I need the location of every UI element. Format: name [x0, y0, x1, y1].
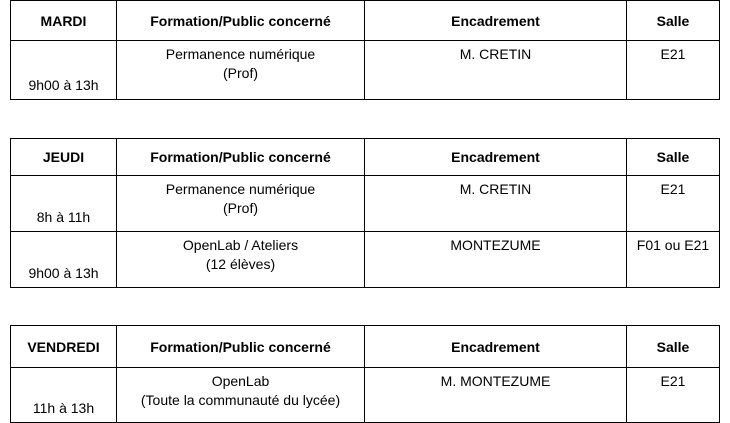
salle-cell: E21 [627, 41, 720, 100]
salle-header: Salle [627, 139, 720, 176]
formation-line: OpenLab / Ateliers [182, 237, 299, 253]
formation-public: (Toute la communauté du lycée) [140, 392, 341, 408]
formation-header: Formation/Public concerné [117, 1, 365, 41]
table-row [11, 368, 720, 423]
formation-cell [117, 176, 365, 232]
table-row [11, 41, 720, 100]
schedule-table-mardi [10, 0, 720, 100]
schedule-table-vendredi [10, 325, 720, 423]
salle-header: Salle [627, 326, 720, 368]
formation-header: Formation/Public concerné [117, 326, 365, 368]
salle-cell: E21 [627, 176, 720, 232]
encadrement-header: Encadrement [365, 1, 627, 41]
table-header-row [11, 1, 720, 41]
formation-public: (Prof) [223, 200, 258, 216]
day-header: JEUDI [11, 139, 117, 176]
time-cell: 9h00 à 13h [11, 41, 117, 100]
formation-line: Permanence numérique [165, 181, 316, 197]
encadrement-cell: M. CRETIN [365, 41, 627, 100]
salle-cell: F01 ou E21 [627, 232, 720, 288]
day-header: MARDI [11, 1, 117, 41]
table-header-row [11, 326, 720, 368]
encadrement-header: Encadrement [365, 326, 627, 368]
schedule-table-jeudi [10, 138, 720, 288]
formation-header: Formation/Public concerné [117, 139, 365, 176]
time-cell: 11h à 13h [11, 368, 117, 423]
day-header: VENDREDI [11, 326, 117, 368]
encadrement-cell: M. CRETIN [365, 176, 627, 232]
time-cell: 8h à 11h [11, 176, 117, 232]
table-row [11, 176, 720, 232]
table-header-row [11, 139, 720, 176]
table-row [11, 232, 720, 288]
formation-line: OpenLab [211, 373, 270, 389]
time-cell: 9h00 à 13h [11, 232, 117, 288]
formation-cell [117, 41, 365, 100]
formation-public: (12 élèves) [205, 256, 276, 272]
formation-public: (Prof) [223, 65, 258, 81]
formation-cell [117, 232, 365, 288]
encadrement-header: Encadrement [365, 139, 627, 176]
encadrement-cell: MONTEZUME [365, 232, 627, 288]
formation-line: Permanence numérique [165, 46, 316, 62]
formation-cell [117, 368, 365, 423]
salle-cell: E21 [627, 368, 720, 423]
encadrement-cell: M. MONTEZUME [365, 368, 627, 423]
salle-header: Salle [627, 1, 720, 41]
